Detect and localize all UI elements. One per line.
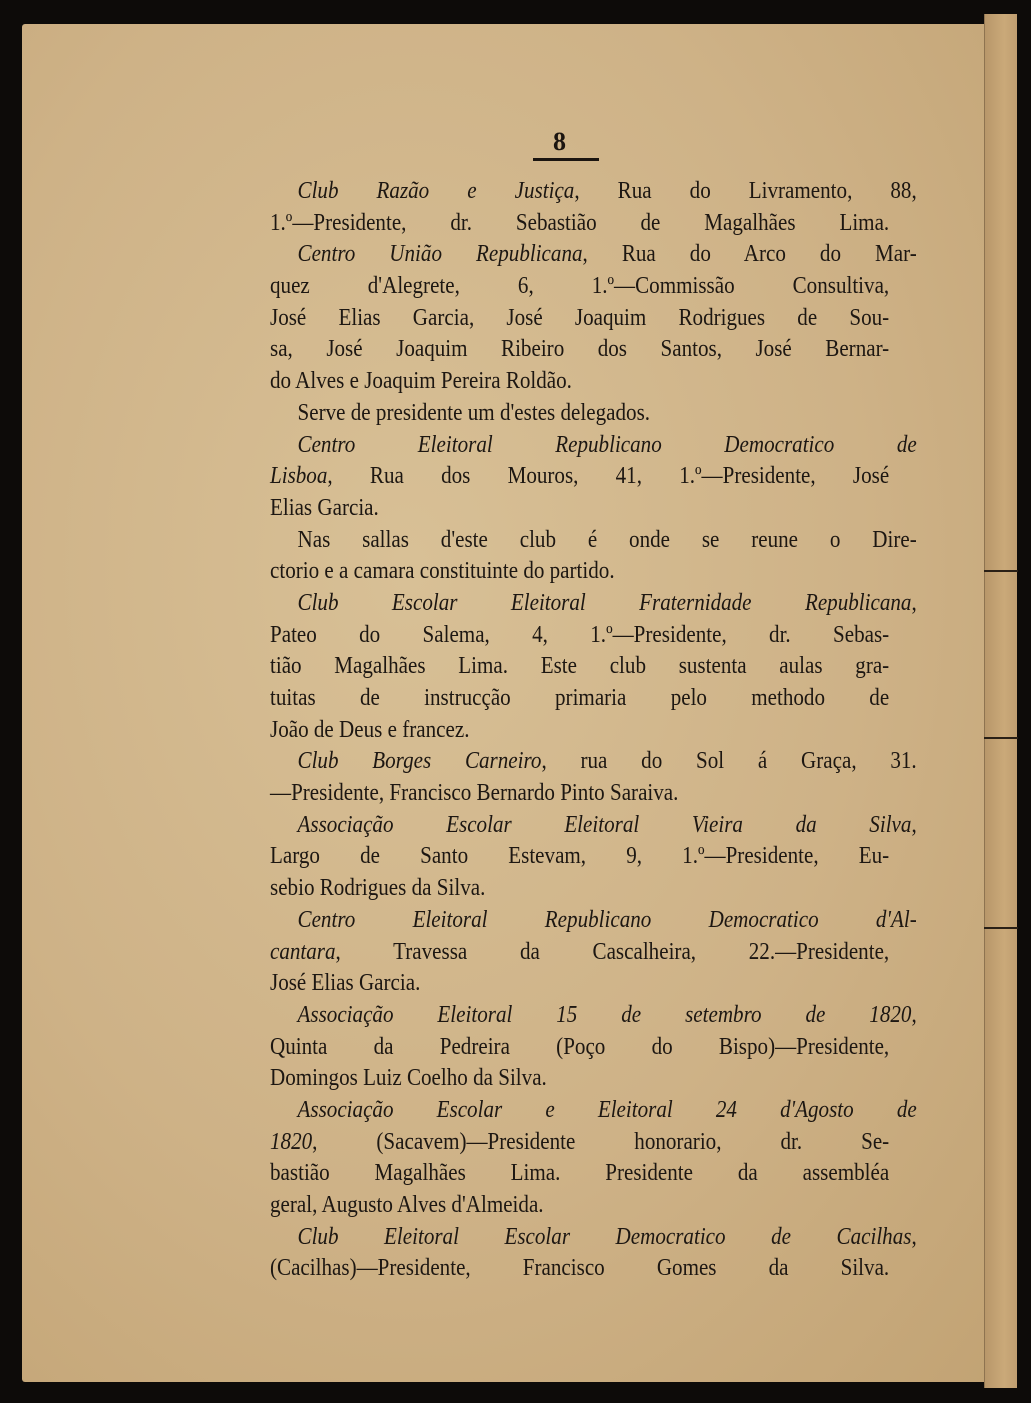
edge-mark <box>984 927 1018 929</box>
text-line <box>270 1062 803 1094</box>
page-number-rule <box>533 158 599 161</box>
text-line <box>270 872 803 904</box>
text-line <box>270 1252 889 1284</box>
text-line <box>270 777 803 809</box>
italic-name: 1820 <box>270 1127 313 1155</box>
italic-name: Club Eleitoral Escolar Democratico de Cacilhas <box>297 1222 912 1250</box>
text-line <box>270 619 889 651</box>
edge-mark <box>984 570 1018 572</box>
line-text: Elias Garcia. <box>270 493 379 521</box>
text-line <box>270 745 917 777</box>
line-text: Domingos Luiz Coelho da Silva. <box>270 1064 547 1092</box>
text-line <box>270 936 889 968</box>
italic-name: Associação Escolar Eleitoral Vieira da Silva <box>297 810 912 838</box>
line-text: Nas sallas d'este club é onde se reune o Dire- <box>297 525 917 553</box>
line-text: , Rua do Arco do Mar- <box>582 240 917 268</box>
line-text: sebio Rodrigues da Silva. <box>270 874 486 902</box>
text-line <box>270 429 917 461</box>
text-line <box>270 682 889 714</box>
line-text: José Elias Garcia. <box>270 969 421 997</box>
line-text: tuitas de instrucção primaria pelo methodo de <box>270 684 890 711</box>
text-line <box>270 587 917 619</box>
italic-name: Associação Escolar e Eleitoral 24 d'Agosto de <box>297 1095 917 1123</box>
text-line <box>270 397 803 429</box>
text-line <box>270 1221 917 1253</box>
italic-name: Club Escolar Eleitoral Fraternidade Republicana <box>297 588 912 616</box>
italic-name: Centro União Republicana <box>297 240 583 268</box>
edge-mark <box>984 737 1018 739</box>
text-line <box>270 524 917 556</box>
text-line <box>270 492 803 524</box>
line-text: sa, José Joaquim Ribeiro dos Santos, José Bernar- <box>270 335 890 363</box>
text-line <box>270 333 889 365</box>
text-line <box>270 1094 917 1126</box>
text-line <box>270 207 889 239</box>
line-text: , <box>911 1222 917 1250</box>
line-text: , Travessa da Cascalheira, 22.—Presidente, <box>335 937 890 965</box>
line-text: , Rua dos Mouros, 41, 1.º—Presidente, José <box>327 462 890 490</box>
line-text: Serve de presidente um d'estes delegados. <box>297 398 651 426</box>
text-line <box>270 840 889 872</box>
line-text: , Rua do Livramento, 88, <box>574 177 917 204</box>
italic-name: Club Razão e Justiça <box>297 177 575 204</box>
line-text: , <box>911 588 917 616</box>
line-text: , (Sacavem)—Presidente honorario, dr. Se- <box>312 1127 890 1155</box>
line-text: , <box>911 1000 917 1028</box>
italic-name: Centro Eleitoral Republicano Democratico de <box>297 430 917 458</box>
text-line <box>270 999 917 1031</box>
text-line <box>270 1189 803 1221</box>
text-line <box>270 967 803 999</box>
text-line <box>270 1126 889 1158</box>
line-text: ctorio e a camara constituinte do partido. <box>270 557 615 585</box>
page-number: 8 <box>553 127 567 156</box>
line-text: José Elias Garcia, José Joaquim Rodrigues de Sou- <box>270 303 890 331</box>
body-text <box>270 175 917 1284</box>
line-text: tião Magalhães Lima. Este club sustenta aulas gra- <box>270 652 890 680</box>
line-text: quez d'Alegrete, 6, 1.º—Commissão Consultiva, <box>270 272 890 300</box>
line-text: João de Deus e francez. <box>270 715 470 743</box>
line-text: , <box>911 810 917 838</box>
text-line <box>270 714 803 746</box>
italic-name: cantara <box>270 937 336 965</box>
text-line <box>270 270 889 302</box>
text-line <box>270 1031 889 1063</box>
italic-name: Club Borges Carneiro <box>297 747 542 775</box>
italic-name: Lisboa <box>270 462 328 490</box>
line-text: do Alves e Joaquim Pereira Roldão. <box>270 367 572 395</box>
line-text: geral, Augusto Alves d'Almeida. <box>270 1191 544 1218</box>
text-line <box>270 809 917 841</box>
line-text: , rua do Sol á Graça, 31. <box>541 747 917 775</box>
text-line <box>270 238 917 270</box>
text-line <box>270 365 803 397</box>
italic-name: Centro Eleitoral Republicano Democratico d'Al- <box>297 905 917 933</box>
line-text: (Cacilhas)—Presidente, Francisco Gomes da Silva. <box>270 1254 890 1282</box>
line-text: —Presidente, Francisco Bernardo Pinto Saraiva. <box>270 779 679 807</box>
line-text: Pateo do Salema, 4, 1.º—Presidente, dr. Sebas- <box>270 620 890 648</box>
text-line <box>270 302 889 334</box>
text-line <box>270 650 889 682</box>
line-text: 1.º—Presidente, dr. Sebastião de Magalhães Lima. <box>270 208 890 236</box>
italic-name: Associação Eleitoral 15 de setembro de 1820 <box>297 1000 912 1028</box>
text-line <box>270 460 889 492</box>
line-text: bastião Magalhães Lima. Presidente da assembléa <box>270 1159 890 1187</box>
text-line <box>270 904 917 936</box>
line-text: Quinta da Pedreira (Poço do Bispo)—Presidente, <box>270 1032 890 1060</box>
text-line <box>270 555 803 587</box>
text-line <box>270 1157 889 1189</box>
line-text: Largo de Santo Estevam, 9, 1.º—Presidente, Eu- <box>270 842 890 870</box>
text-line <box>270 175 917 207</box>
next-page-edge <box>984 14 1017 1388</box>
